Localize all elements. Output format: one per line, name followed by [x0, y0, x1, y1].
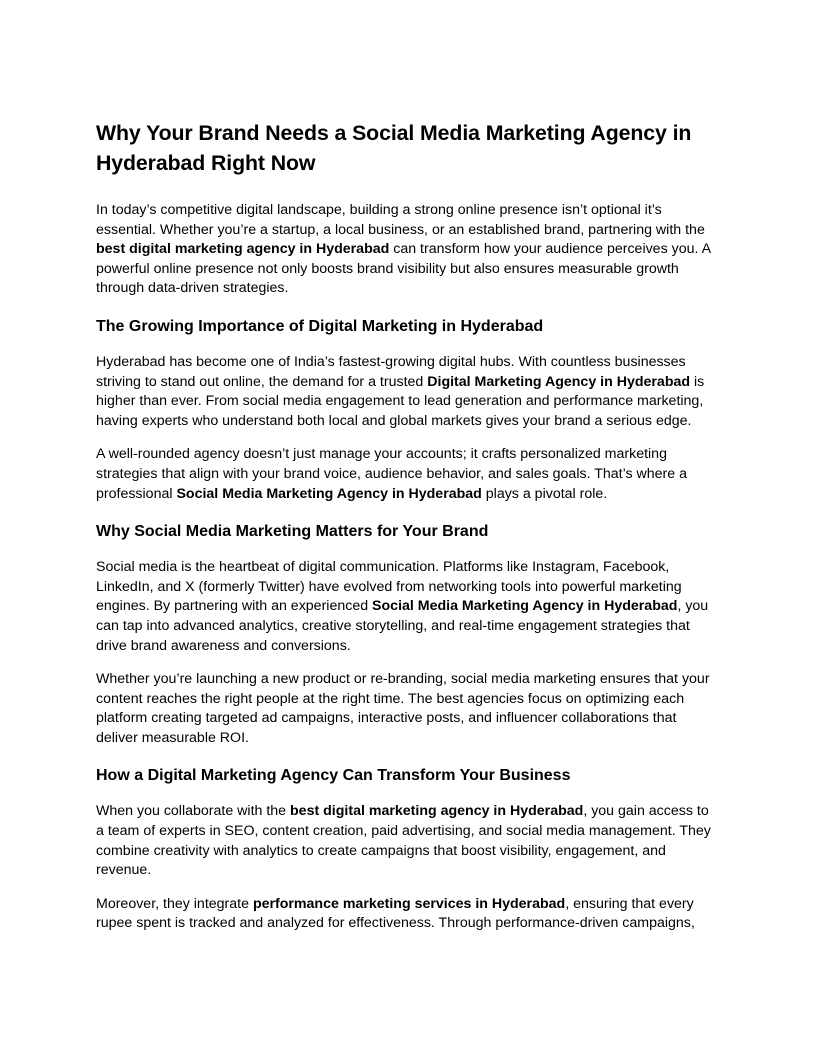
- intro-bold-keyword: best digital marketing agency in Hyderabad: [96, 241, 390, 258]
- section2-paragraph-1: [96, 558, 720, 656]
- s2p1-text-2: , you can tap into advanced analytics, creative storytelling, and real-time engagement strategies that drive brand awareness and conversions.: [96, 598, 709, 654]
- s3p2-text-2: , ensuring that every rupee spent is tracked and analyzed for effectiveness. Through performance-driven campaigns,: [96, 895, 695, 932]
- s1p1-text-2: is higher than ever. From social media engagement to lead generation and performance marketing, having experts who understand both local and global markets gives your brand a serious edge.: [96, 373, 705, 429]
- section3-paragraph-1: [96, 802, 720, 880]
- s1p2-text-1: A well-rounded agency doesn’t just manage your accounts; it crafts personalized marketing strategies that align with your brand voice, audience behavior, and sales goals. That’s where a professional: [96, 446, 687, 502]
- section1-paragraph-2: [96, 445, 720, 504]
- section1-paragraph-1: [96, 353, 720, 431]
- s1p1-bold-keyword: Digital Marketing Agency in Hyderabad: [427, 373, 691, 390]
- s3p1-bold-keyword: best digital marketing agency in Hyderabad: [290, 803, 584, 820]
- s3p2-text-1: Moreover, they integrate: [96, 895, 253, 912]
- intro-text-2: can transform how your audience perceives you. A powerful online presence not only boosts brand visibility but also ensures measurable growth through data-driven strategies.: [96, 241, 711, 297]
- s2p1-text-1: Social media is the heartbeat of digital communication. Platforms like Instagram, Facebook, LinkedIn, and X (formerly Twitter) have evolved from networking tools into powerful marketing engines. By partnering with an experienced: [96, 559, 682, 615]
- section2-paragraph-2: [96, 670, 720, 748]
- s3p1-text-2: , you gain access to a team of experts in SEO, content creation, paid advertising, and social media management. They combine creativity with analytics to create campaigns that boost visibility, engagement, and revenue.: [96, 803, 711, 879]
- section-heading-growing-importance: The Growing Importance of Digital Marketing in Hyderabad: [96, 317, 544, 335]
- intro-text-1: In today’s competitive digital landscape, building a strong online presence isn’t optional it’s essential. Whether you’re a startup, a local business, or an established brand, partnering with the: [96, 202, 705, 238]
- s1p2-text-2: plays a pivotal role.: [481, 485, 608, 502]
- s2p1-bold-keyword: Social Media Marketing Agency in Hyderabad: [372, 598, 678, 615]
- document-page: [96, 118, 720, 948]
- s2p2-text-1: Whether you’re launching a new product or re-branding, social media marketing ensures that your content reaches the right people at the right time. The best agencies focus on optimizing each platform creating targeted ad campaigns, interactive posts, and influencer collaborations that deliver measurable ROI.: [96, 671, 710, 746]
- s3p2-bold-keyword: performance marketing services in Hyderabad: [252, 895, 566, 912]
- s1p1-text-1: Hyderabad has become one of India’s fastest-growing digital hubs. With countless businesses striving to stand out online, the demand for a trusted: [96, 353, 686, 390]
- section-heading-social-media-matters: Why Social Media Marketing Matters for Your Brand: [96, 523, 489, 541]
- intro-paragraph: [96, 201, 720, 299]
- section3-paragraph-2: [96, 895, 720, 934]
- page-title: Why Your Brand Needs a Social Media Marketing Agency in Hyderabad Right Now: [96, 121, 692, 175]
- s1p2-bold-keyword: Social Media Marketing Agency in Hyderabad: [176, 485, 482, 502]
- section-heading-transform-business: How a Digital Marketing Agency Can Transform Your Business: [96, 767, 571, 785]
- s3p1-text-1: When you collaborate with the: [96, 803, 291, 820]
